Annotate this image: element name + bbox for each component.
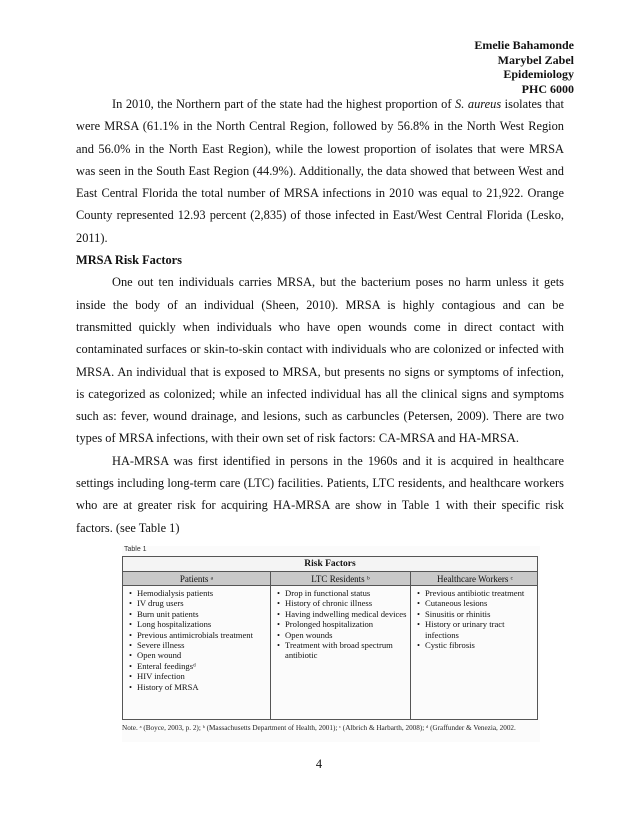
list-item: • Drop in functional status — [277, 588, 407, 598]
column-ltc-residents — [271, 586, 411, 719]
list-item: • History or urinary tract infections — [417, 619, 536, 640]
list-item: • History of chronic illness — [277, 598, 407, 608]
list-item: • Cystic fibrosis — [417, 640, 536, 650]
list-item: • Prolonged hospitalization — [277, 619, 407, 629]
table-note: Note. ᵃ (Boyce, 2003, p. 2); ᵇ (Massachusetts Department of Health, 2001); ᶜ (Albrich & Harbarth, 2008); ᵈ (Graffunder & Venezia, 2002. — [122, 724, 516, 732]
list-item: • Open wound — [129, 650, 267, 660]
paragraph-2: One out ten individuals carries MRSA, but the bacterium poses no harm unless it gets inside the body of an individual (Sheen, 2010). MRSA is highly contagious and can be transmitted quickly when individuals who have open wounds come in direct contact with contaminated surfaces or skin-to-skin contact with individuals who are colonized or infected with MRSA. An individual that is exposed to MRSA, but presents no signs or symptoms of infection, is categorized as colonized; while an infected individual has all the clinical signs and symptoms such as: fever, wound drainage, and lesions, such as carbuncles (Petersen, 2009). There are two types of MRSA infections, with their own set of risk factors: CA-MRSA and HA-MRSA. — [76, 275, 564, 446]
column-header-ltc-residents: LTC Residents ᵇ — [271, 572, 411, 586]
risk-factors-table — [122, 556, 538, 720]
list-item: • History of MRSA — [129, 682, 267, 692]
document-body — [76, 93, 564, 539]
page-header — [474, 38, 574, 96]
section-heading: MRSA Risk Factors — [76, 253, 183, 268]
paragraph-1-post: isolates that were MRSA (61.1% in the North Central Region, followed by 56.8% in the North West Region and 56.0% in the North East Region), while the lowest proportion of isolates that were MRSA was seen in the South East Region (44.9%). Additionally, the data showed that between West and East Central Florida the total number of MRSA infections in 2010 was equal to 21,922. Orange County represented 12.93 percent (2,835) of those infected in East/West Central Florida (Lesko, 2011). — [76, 97, 564, 245]
list-item: • Open wounds — [277, 630, 407, 640]
column-header-healthcare-workers: Healthcare Workers ᶜ — [437, 574, 513, 584]
column-healthcare-workers — [411, 586, 539, 719]
list-item: • Burn unit patients — [129, 609, 267, 619]
list-item: • Severe illness — [129, 640, 267, 650]
author-name-2: Marybel Zabel — [497, 52, 574, 67]
list-item: • IV drug users — [129, 598, 267, 608]
paragraph-1-pre: In 2010, the Northern part of the state had the highest proportion of — [112, 97, 456, 111]
page-number: 4 — [315, 757, 323, 771]
course-name: Epidemiology — [503, 67, 574, 81]
list-item: • HIV infection — [129, 671, 267, 681]
table-label: Table 1 — [124, 546, 147, 553]
list-item: • Hemodialysis patients — [129, 588, 267, 598]
list-item: • Long hospitalizations — [129, 619, 267, 629]
list-item: • Previous antibiotic treatment — [417, 588, 536, 598]
list-item: • Cutaneous lesions — [417, 598, 536, 608]
column-patients — [123, 586, 271, 719]
author-name-1: Emelie Bahamonde — [474, 38, 574, 52]
course-code: PHC 6000 — [521, 81, 574, 96]
paragraph-1 — [76, 93, 564, 249]
list-item: • Sinusitis or rhinitis — [417, 609, 536, 619]
table-1-figure — [122, 546, 540, 742]
table-title: Risk Factors — [123, 557, 537, 572]
column-header-patients: Patients ᵃ — [123, 572, 271, 586]
species-name: S. aureus — [455, 97, 502, 111]
list-item: • Previous antimicrobials treatment — [129, 630, 267, 640]
list-item: • Enteral feedingsᵈ — [129, 661, 267, 671]
list-item: • Having indwelling medical devices — [277, 609, 407, 619]
paragraph-3: HA-MRSA was first identified in persons in the 1960s and it is acquired in healthcare settings including long-term care (LTC) facilities. Patients, LTC residents, and healthcare workers who are at greater risk for acquiring HA-MRSA are show in Table 1 with their specific risk factors. (see Table 1) — [76, 453, 564, 535]
list-item: • Treatment with broad spectrum antibiotic — [277, 640, 407, 661]
